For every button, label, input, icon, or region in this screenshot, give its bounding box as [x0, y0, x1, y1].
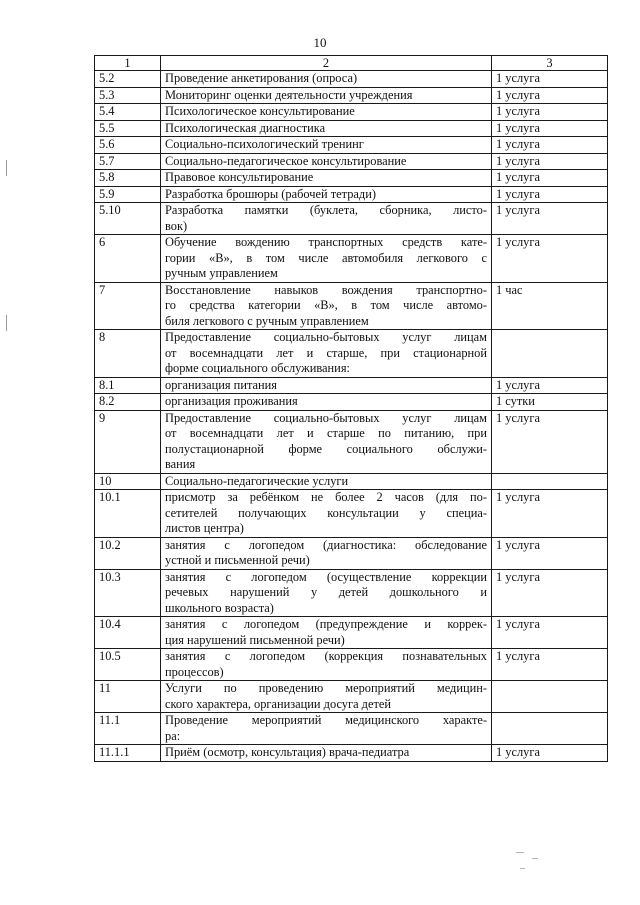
row-number: 10.3	[95, 569, 161, 617]
description-line: Обучение вождению транспортных средств кате-	[165, 235, 487, 249]
description-line: го средства категории «В», в том числе автомо-	[165, 298, 487, 312]
description-line: ция нарушений письменной речи)	[165, 632, 345, 647]
service-unit: 1 услуга	[492, 186, 608, 203]
description-line: листов центра)	[165, 521, 244, 535]
scan-artifact	[520, 868, 525, 869]
page-number: 10	[313, 35, 327, 50]
services-table	[94, 55, 608, 762]
row-number: 8.2	[95, 394, 161, 411]
description-line: организация питания	[165, 377, 277, 392]
row-number: 5.7	[95, 153, 161, 170]
description-line: ра:	[165, 728, 181, 743]
row-number: 10.4	[95, 617, 161, 649]
scan-margin-mark	[6, 315, 7, 331]
service-unit	[492, 473, 608, 490]
description-line: ского характера, организации досуга детей	[165, 696, 392, 711]
description-line: вок)	[165, 218, 188, 233]
row-number: 5.4	[95, 104, 161, 121]
service-unit: 1 услуга	[492, 87, 608, 104]
row-number: 8	[95, 330, 161, 378]
column-header-unit: 3	[492, 56, 608, 71]
description-line: Правовое консультирование	[165, 170, 314, 184]
service-unit: 1 услуга	[492, 71, 608, 88]
table-row	[95, 137, 608, 154]
table-row	[95, 473, 608, 490]
service-description	[161, 394, 492, 411]
row-number: 5.9	[95, 186, 161, 203]
table-row	[95, 537, 608, 569]
service-description	[161, 282, 492, 330]
description-line: процессов)	[165, 664, 224, 679]
row-number: 10.5	[95, 649, 161, 681]
table-body	[95, 71, 608, 762]
service-description	[161, 330, 492, 378]
description-line: Социально-педагогические услуги	[165, 473, 349, 488]
table-row	[95, 282, 608, 330]
description-line: занятия с логопедом (предупреждение и коррек-	[165, 617, 487, 631]
description-line: присмотр за ребёнком не более 2 часов (для по-	[165, 490, 487, 504]
description-line: Социально-педагогическое консультирование	[165, 153, 407, 168]
scan-artifact	[516, 852, 524, 853]
description-line: сетителей получающих консультации у специа-	[165, 505, 487, 520]
description-line: Предоставление социально-бытовых услуг лицам	[165, 330, 487, 344]
row-number: 6	[95, 235, 161, 283]
description-line: занятия с логопедом (коррекция познавательных	[165, 649, 487, 663]
row-number: 10	[95, 473, 161, 490]
service-unit: 1 услуга	[492, 377, 608, 394]
table-row	[95, 186, 608, 203]
table-row	[95, 104, 608, 121]
service-unit	[492, 713, 608, 745]
service-description	[161, 569, 492, 617]
table-header	[95, 56, 608, 71]
scan-margin-mark	[6, 160, 7, 176]
service-unit: 1 услуга	[492, 537, 608, 569]
description-line: вания	[165, 457, 196, 471]
description-line: от восемнадцати лет и старше, при стационарной	[165, 345, 487, 360]
table-row	[95, 377, 608, 394]
service-description	[161, 649, 492, 681]
table-row	[95, 569, 608, 617]
row-number: 5.3	[95, 87, 161, 104]
service-description	[161, 203, 492, 235]
description-line: Разработка брошюры (рабочей тетради)	[165, 186, 376, 201]
service-description	[161, 153, 492, 170]
service-description	[161, 537, 492, 569]
table-row	[95, 235, 608, 283]
service-unit: 1 услуга	[492, 569, 608, 617]
service-unit: 1 услуга	[492, 137, 608, 154]
service-unit	[492, 681, 608, 713]
table-row	[95, 203, 608, 235]
description-line: от восемнадцати лет и старше по питанию, при	[165, 426, 487, 440]
service-unit: 1 час	[492, 282, 608, 330]
row-number: 5.5	[95, 120, 161, 137]
service-unit: 1 сутки	[492, 394, 608, 411]
row-number: 11.1	[95, 713, 161, 745]
service-unit: 1 услуга	[492, 235, 608, 283]
service-unit: 1 услуга	[492, 410, 608, 473]
service-description	[161, 473, 492, 490]
service-description	[161, 490, 492, 538]
table-row	[95, 649, 608, 681]
description-line: Проведение анкетирования (опроса)	[165, 71, 358, 85]
service-description	[161, 186, 492, 203]
description-line: занятия с логопедом (осуществление коррекции	[165, 569, 487, 584]
column-header-number: 1	[95, 56, 161, 71]
service-description	[161, 681, 492, 713]
description-line: Услуги по проведению мероприятий медицин-	[165, 681, 487, 695]
service-unit: 1 услуга	[492, 617, 608, 649]
description-line: школьного возраста)	[165, 600, 274, 615]
service-description	[161, 713, 492, 745]
description-line: форме социального обслуживания:	[165, 361, 350, 375]
service-description	[161, 170, 492, 187]
row-number: 11.1.1	[95, 745, 161, 762]
description-line: занятия с логопедом (диагностика: обследование	[165, 537, 487, 552]
description-line: Предоставление социально-бытовых услуг лицам	[165, 410, 487, 425]
table-row	[95, 170, 608, 187]
row-number: 11	[95, 681, 161, 713]
service-unit	[492, 330, 608, 378]
row-number: 5.10	[95, 203, 161, 235]
service-unit: 1 услуга	[492, 170, 608, 187]
row-number: 5.6	[95, 137, 161, 154]
scan-artifact	[532, 858, 538, 859]
description-line: Разработка памятки (буклета, сборника, листо-	[165, 203, 487, 217]
service-description	[161, 87, 492, 104]
description-line: полустационарной форме социального обслужи-	[165, 441, 487, 456]
service-description	[161, 71, 492, 88]
row-number: 5.2	[95, 71, 161, 88]
table-row	[95, 71, 608, 88]
description-line: Психологическая диагностика	[165, 120, 326, 135]
row-number: 5.8	[95, 170, 161, 187]
table-row	[95, 745, 608, 762]
row-number: 10.1	[95, 490, 161, 538]
description-line: речевых нарушений у детей дошкольного и	[165, 585, 487, 599]
service-description	[161, 120, 492, 137]
service-description	[161, 410, 492, 473]
description-line: Восстановление навыков вождения транспортно-	[165, 282, 487, 297]
service-unit: 1 услуга	[492, 120, 608, 137]
column-header-service: 2	[161, 56, 492, 71]
service-unit: 1 услуга	[492, 153, 608, 170]
service-unit: 1 услуга	[492, 490, 608, 538]
table-row	[95, 153, 608, 170]
row-number: 7	[95, 282, 161, 330]
table-row	[95, 490, 608, 538]
table-row	[95, 120, 608, 137]
service-unit: 1 услуга	[492, 649, 608, 681]
description-line: устной и письменной речи)	[165, 553, 310, 567]
table-row	[95, 617, 608, 649]
description-line: Приём (осмотр, консультация) врача-педиатра	[165, 745, 410, 759]
service-unit: 1 услуга	[492, 203, 608, 235]
service-description	[161, 617, 492, 649]
table-row	[95, 394, 608, 411]
service-description	[161, 137, 492, 154]
table-row	[95, 87, 608, 104]
row-number: 9	[95, 410, 161, 473]
service-description	[161, 235, 492, 283]
table-row	[95, 330, 608, 378]
description-line: организация проживания	[165, 394, 298, 408]
description-line: биля легкового с ручным управлением	[165, 313, 369, 328]
description-line: Психологическое консультирование	[165, 104, 355, 118]
header-row	[95, 56, 608, 71]
table-row	[95, 713, 608, 745]
service-unit: 1 услуга	[492, 104, 608, 121]
row-number: 10.2	[95, 537, 161, 569]
description-line: гории «В», в том числе автомобиля легкового с	[165, 250, 487, 265]
service-unit: 1 услуга	[492, 745, 608, 762]
service-description	[161, 377, 492, 394]
service-description	[161, 104, 492, 121]
description-line: Мониторинг оценки деятельности учреждения	[165, 87, 413, 102]
table-row	[95, 681, 608, 713]
description-line: Проведение мероприятий медицинского характе-	[165, 713, 487, 727]
service-description	[161, 745, 492, 762]
description-line: Социально-психологический тренинг	[165, 137, 364, 151]
row-number: 8.1	[95, 377, 161, 394]
description-line: ручным управлением	[165, 266, 278, 280]
table-row	[95, 410, 608, 473]
